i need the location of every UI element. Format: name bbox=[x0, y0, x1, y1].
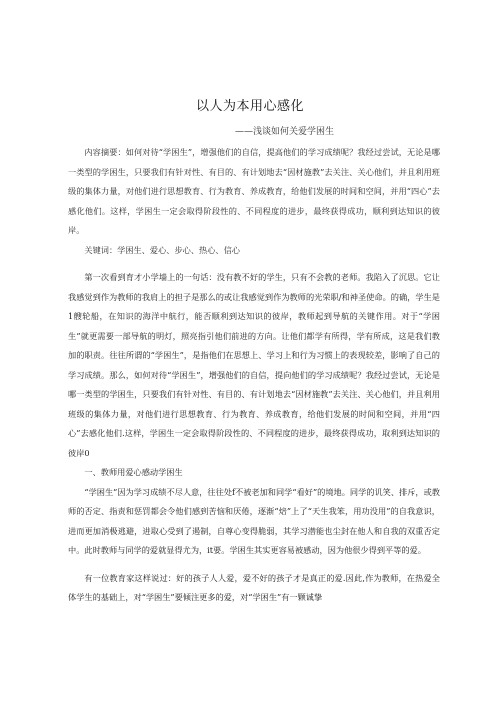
abstract-paragraph: 内容摘要：如何对待“学困生”，增强他们的自信，提高他们的学习成绩呢？我经过尝试，无论是哪一类型的学困生，只要我们有针对性、有目的、有计划地去“因材施教”去关注、关心他们，并且利用班级的集体力量，对他们进行思想教育、行为教育、养成教育，给他们发展的时间和空间，并用“四心”去感化他们。这样，学困生一定会取得阶段性的、不同程度的进步，最终获得成功，顺利到达知识的彼岸。 bbox=[68, 147, 440, 235]
body-paragraph-1: 第一次看到育才小学墙上的一句话：没有教不好的学生，只有不会教的老师。我陷入了沉思。它让我感觉到作为教师的我肩上的担子是那么的或让我感觉到作为教师的光荣职/和神圣使命。的确，学生是1艘轮船，在知识的海洋中航行，能否顺利到达知识的彼岸，教师起到导航的关键作用。对于“学困生”就更需要一部导航的明灯，照亮指引他们前进的方向。让他们都学有所得，学有所成，这是我们教加的职责。往往所谓的“学困生”，是指他们在思想上、学习上和行为习惯上的表现较差，影响了自己的学习成绩。那么，如何对待“学困生”，增强他们的自信，提向他们的学习成绩呢？我经过尝试，无论是哪一类型的学困生，只要我们有针对性、有目的、有计划地去“因材施教”去关注、关心他们，并且利用班级的集体力量，对他们进行思想教育、行为教育、养成教育，给他们发展的时间和空间，并用“四心”去感化他们.这样，学困生一定会取得阶段性的、不同程度的进步，最终获得成功，取利到达知识的彼岸0 bbox=[68, 272, 440, 458]
section-heading-1: 一、教师用爱心感动学困生 bbox=[84, 467, 183, 477]
keywords-line: 关键词：学困生、爱心、步心、热心、信心 bbox=[84, 244, 240, 255]
document-subtitle: ——浅谈如何关爱学困生 bbox=[235, 127, 335, 137]
document-title: 以人为本用心感化 bbox=[195, 99, 304, 114]
body-paragraph-2: “学困生”因为学习成绩不尽人意，往往处f不被老加和同学“看好”的境地。同学的讥笑、排斥，或教师的否定、指责和惩罚都会令他们感到苦恼和厌倦，逐渐“焙”上了“天生我笨，用功没用”的自我意识，进而更加消极逃避，进取心受到了遏制，自尊心变得脆弱，其学习潜能也尘封在他人和自我的双重否定中。此时教师与同学的爱就显得尤为，it要。学困生其实更容易被感动，因为他很少得到平等的爱。 bbox=[68, 486, 440, 555]
spacer bbox=[68, 561, 440, 569]
document-content bbox=[68, 143, 440, 608]
body-paragraph-3: 有一位教育家这样说过：好的孩子人人爱，爱不好的孩子才是真正的爱.因此,作为教师，在热爱全体学生的基础上，对“学困生”要倾注更多的爱，对“学困生”有一颗诚挚 bbox=[68, 572, 440, 602]
spacer bbox=[68, 260, 440, 268]
